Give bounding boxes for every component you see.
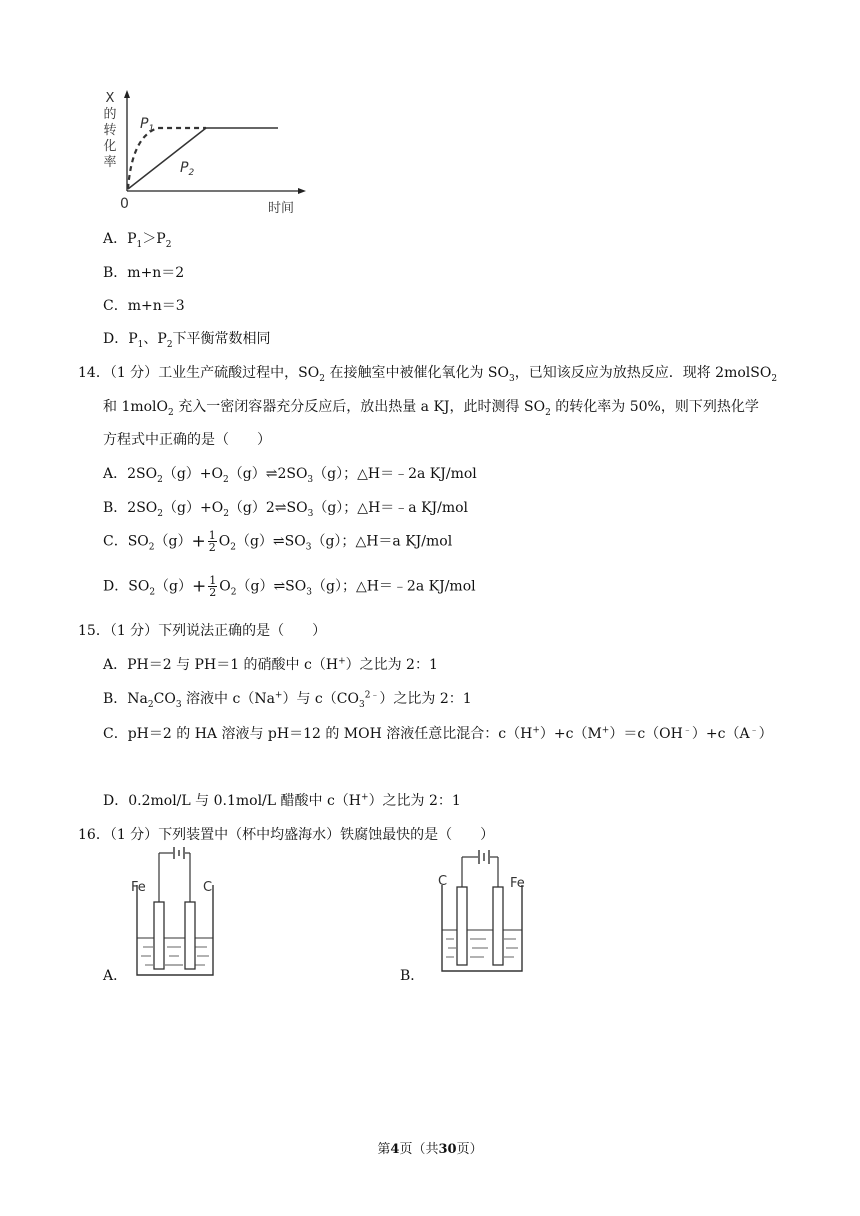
p2-label: $P_2$ [180, 160, 195, 178]
q14-option-a: A．$2SO_2(g)+O_2(g)\rightleftharpoons 2SO_3(g)$；△H＝﹣2a KJ/mol [103, 466, 477, 485]
q16-stem: 16．（1 分）下列装置中（杯中均盛海水）铁腐蚀最快的是（ ） [78, 827, 495, 843]
beaker [137, 885, 213, 975]
y-axis-label-char: 化 [103, 139, 117, 154]
q14-stem-line2: 和 1molO$_2$ 充入一密闭容器充分反应后，放出热量 a KJ，此时测得 $SO_2$ 的转化率为 50%，则下列热化学 [103, 399, 759, 418]
y-axis-label [103, 91, 116, 170]
conversion-time-graph [96, 88, 316, 218]
y-axis-label-char: 的 [103, 107, 117, 122]
electrode-label: Fe [131, 880, 146, 895]
c-electrode [457, 887, 467, 965]
p2-curve [128, 128, 206, 189]
y-axis-label-char: 率 [103, 155, 117, 170]
origin-label: 0 [120, 196, 129, 212]
apparatus-b [430, 845, 535, 980]
q15-stem: 15．（1 分）下列说法正确的是（ ） [78, 623, 327, 639]
fraction-one-half: $\frac{1}{2}$ [209, 574, 217, 599]
y-axis-arrow [124, 90, 130, 98]
q15-option-d: D．0.2mol/L 与 0.1mol/L 醋酸中 c（H+）之比为 2：1 [103, 792, 461, 809]
q13-option-d: D．$P_1$、$P_2$下平衡常数相同 [103, 331, 271, 350]
q16-option-a-label: A． [103, 968, 128, 984]
x-axis-arrow [298, 188, 306, 194]
fe-electrode [154, 902, 164, 969]
q13-option-c: C．m+n＝3 [103, 298, 185, 314]
q14-option-d: D．$SO_2(g)+$ $\frac{1}{2}$ $O_2(g)\rightleftharpoons SO_3(g)$；△H＝﹣2a KJ/mol [103, 574, 476, 599]
q13-option-b: B．m+n＝2 [103, 265, 185, 281]
q16-option-b-label: B． [400, 968, 425, 984]
q15-option-a: A．PH＝2 与 PH＝1 的硝酸中 c（H+）之比为 2：1 [103, 656, 438, 673]
fe-electrode [493, 887, 503, 965]
q14-option-b: B．$2SO_2(g)+O_2(g)2\rightleftharpoons SO_3(g)$；△H＝﹣a KJ/mol [103, 500, 469, 519]
beaker [442, 885, 522, 971]
q14-stem-line1: 14．（1 分）工业生产硫酸过程中，$SO_2$ 在接触室中被催化氧化为 $SO_3$，已知该反应为放热反应．现将 2molSO$_2$ [78, 365, 778, 384]
q15-option-c: C．pH＝2 的 HA 溶液与 pH＝12 的 MOH 溶液任意比混合：c（H+）+c（M+）＝c（OH﹣）+c（A﹣） [103, 725, 773, 742]
p1-label: $P_1$ [140, 116, 155, 134]
electrode-label: Fe [510, 876, 525, 891]
y-axis-label-char: X [105, 91, 115, 106]
q14-option-c: C．$SO_2(g)+$ $\frac{1}{2}$ $O_2(g)\rightleftharpoons SO_3(g)$；△H＝a KJ/mol [103, 529, 453, 554]
q15-option-b: B．$Na_2CO_3$ 溶液中 c（Na+）与 $c(CO_3^{2﹣})$之比为 2：1 [103, 690, 472, 710]
q13-option-a: A．$P_1>P_2$ [103, 231, 172, 250]
x-axis-label: 时间 [268, 201, 295, 216]
y-axis-label-char: 转 [103, 123, 117, 138]
apparatus-a [125, 845, 225, 980]
fraction-one-half: $\frac{1}{2}$ [208, 529, 216, 554]
c-electrode [185, 902, 195, 969]
page-footer: 第4页（共30页） [377, 1142, 483, 1157]
electrode-label: C [203, 880, 213, 895]
q14-stem-line3: 方程式中正确的是（ ） [103, 432, 271, 448]
electrode-label: C [438, 874, 448, 889]
